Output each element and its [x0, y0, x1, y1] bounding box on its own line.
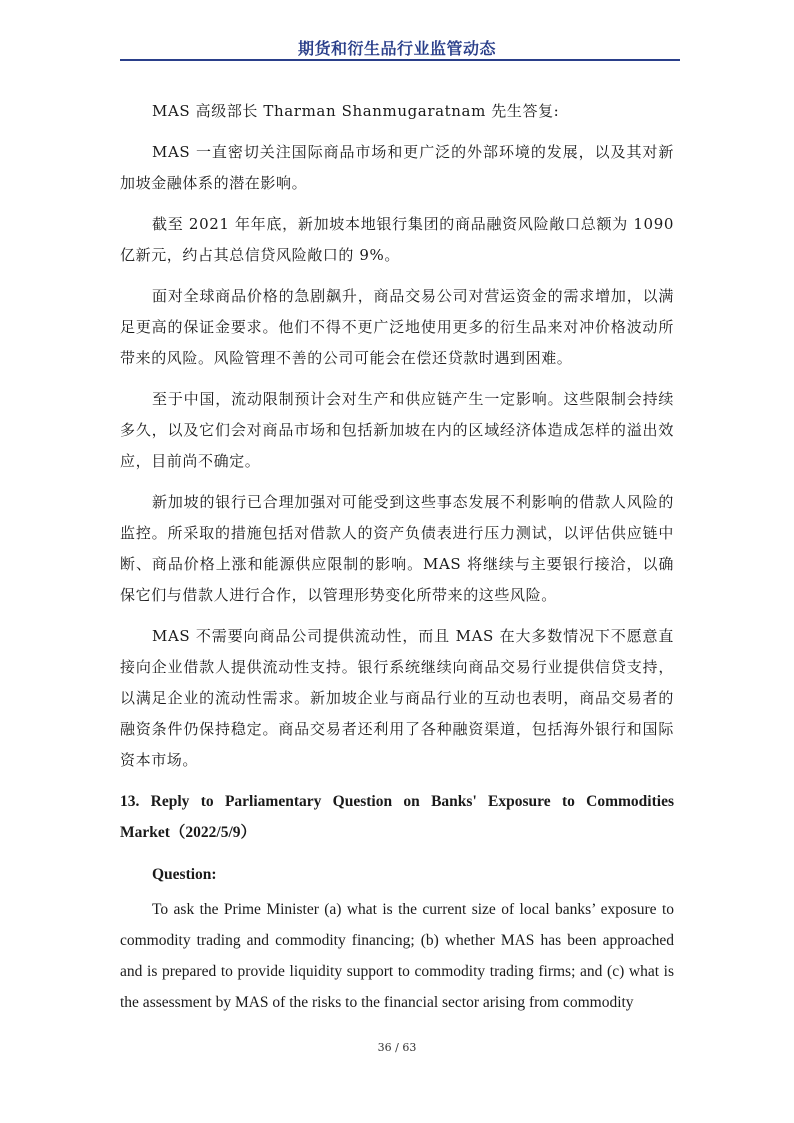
question-text: To ask the Prime Minister (a) what is the current size of local banks’ exposure to commodity trading and commodity financing; (b) whether MAS has been approached and is prepared to provide liquidity support to commodity trading firms; and (c) what is the assessment by MAS of the risks to the financial sector arising from commodity	[120, 901, 674, 1011]
section-heading: 13. Reply to Parliamentary Question on Banks' Exposure to Commodities Market（2022/5/9）	[120, 793, 674, 841]
page-number: 36 / 63	[377, 1041, 417, 1054]
body-paragraph: MAS 不需要向商品公司提供流动性，而且 MAS 在大多数情况下不愿意直接向企业借款人提供流动性支持。银行系统继续向商品交易行业提供信贷支持，以满足企业的流动性需求。新加坡企业与商品行业的互动也表明，商品交易者的融资条件仍保持稳定。商品交易者还利用了各种融资渠道，包括海外银行和国际资本市场。	[120, 627, 674, 769]
body-paragraph: MAS 一直密切关注国际商品市场和更广泛的外部环境的发展，以及其对新加坡金融体系的潜在影响。	[120, 143, 674, 192]
page-content	[120, 96, 674, 1018]
body-paragraph: 新加坡的银行已合理加强对可能受到这些事态发展不利影响的借款人风险的监控。所采取的措施包括对借款人的资产负债表进行压力测试，以评估供应链中断、商品价格上涨和能源供应限制的影响。MAS 将继续与主要银行接洽，以确保它们与借款人进行合作，以管理形势变化所带来的这些风险。	[120, 493, 674, 604]
running-header-title: 期货和衍生品行业监管动态	[297, 39, 496, 58]
body-paragraph: 面对全球商品价格的急剧飙升，商品交易公司对营运资金的需求增加，以满足更高的保证金要求。他们不得不更广泛地使用更多的衍生品来对冲价格波动所带来的风险。风险管理不善的公司可能会在偿还贷款时遇到困难。	[120, 287, 674, 367]
body-paragraph: 截至 2021 年年底，新加坡本地银行集团的商品融资风险敞口总额为 1090 亿新元，约占其总信贷风险敞口的 9%。	[120, 215, 674, 264]
header-rule	[120, 59, 680, 61]
answer-intro-paragraph: MAS 高级部长 Tharman Shanmugaratnam 先生答复:	[152, 102, 560, 120]
question-label: Question:	[152, 866, 217, 883]
body-paragraph: 至于中国，流动限制预计会对生产和供应链产生一定影响。这些限制会持续多久，以及它们会对商品市场和包括新加坡在内的区域经济体造成怎样的溢出效应，目前尚不确定。	[120, 390, 674, 470]
